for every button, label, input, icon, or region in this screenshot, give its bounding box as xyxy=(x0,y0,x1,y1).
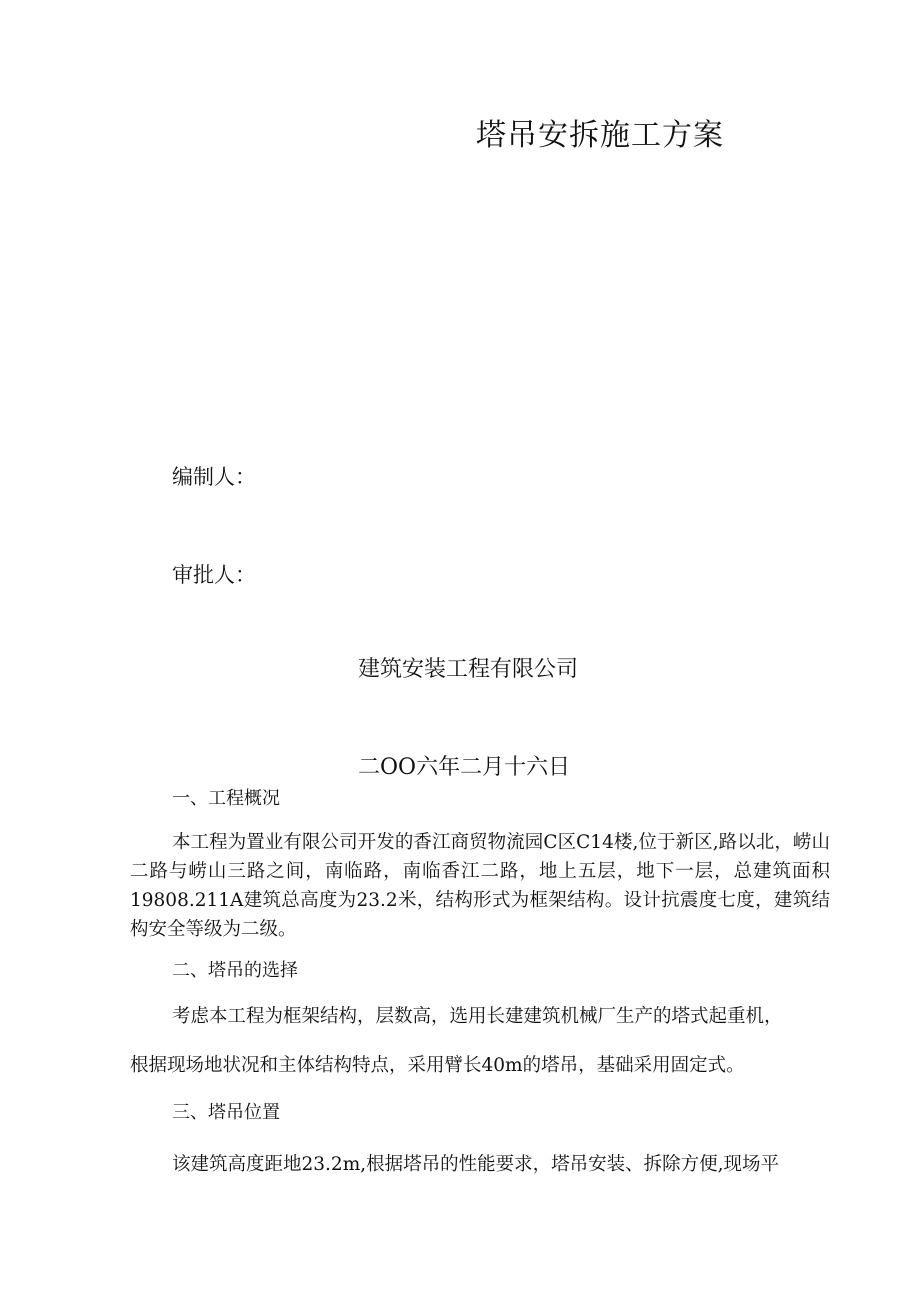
compiler-label: 编制人： xyxy=(172,465,256,489)
section-heading-crane-selection: 二、塔吊的选择 xyxy=(172,960,298,981)
crane-selection-line-1: 考虑本工程为框架结构，层数高，选用长建建筑机械厂生产的塔式起重机， xyxy=(172,1006,783,1027)
section-heading-overview: 一、工程概况 xyxy=(172,788,280,809)
crane-selection-line-2: 根据现场地状况和主体结构特点，采用臂长40m的塔吊，基础采用固定式。 xyxy=(130,1055,745,1076)
document-date: 二OO六年二月十六日 xyxy=(358,755,571,780)
document-title: 塔吊安拆施工方案 xyxy=(476,118,724,153)
approver-label: 审批人： xyxy=(172,563,256,587)
section-heading-crane-position: 三、塔吊位置 xyxy=(172,1102,280,1123)
section-paragraph-overview: 本工程为置业有限公司开发的香江商贸物流园C区C14楼,位于新区,路以北，崂山二路与崂山三路之间，南临路，南临香江二路，地上五层，地下一层，总建筑面积19808.211A建筑总高度为23.2米，结构形式为框架结构。设计抗震度七度，建筑结构安全等级为二级。 xyxy=(130,832,830,940)
crane-position-line-1: 该建筑高度距地23.2m,根据塔吊的性能要求，塔吊安装、拆除方便,现场平 xyxy=(172,1154,779,1175)
company-name: 建筑安装工程有限公司 xyxy=(358,657,579,682)
